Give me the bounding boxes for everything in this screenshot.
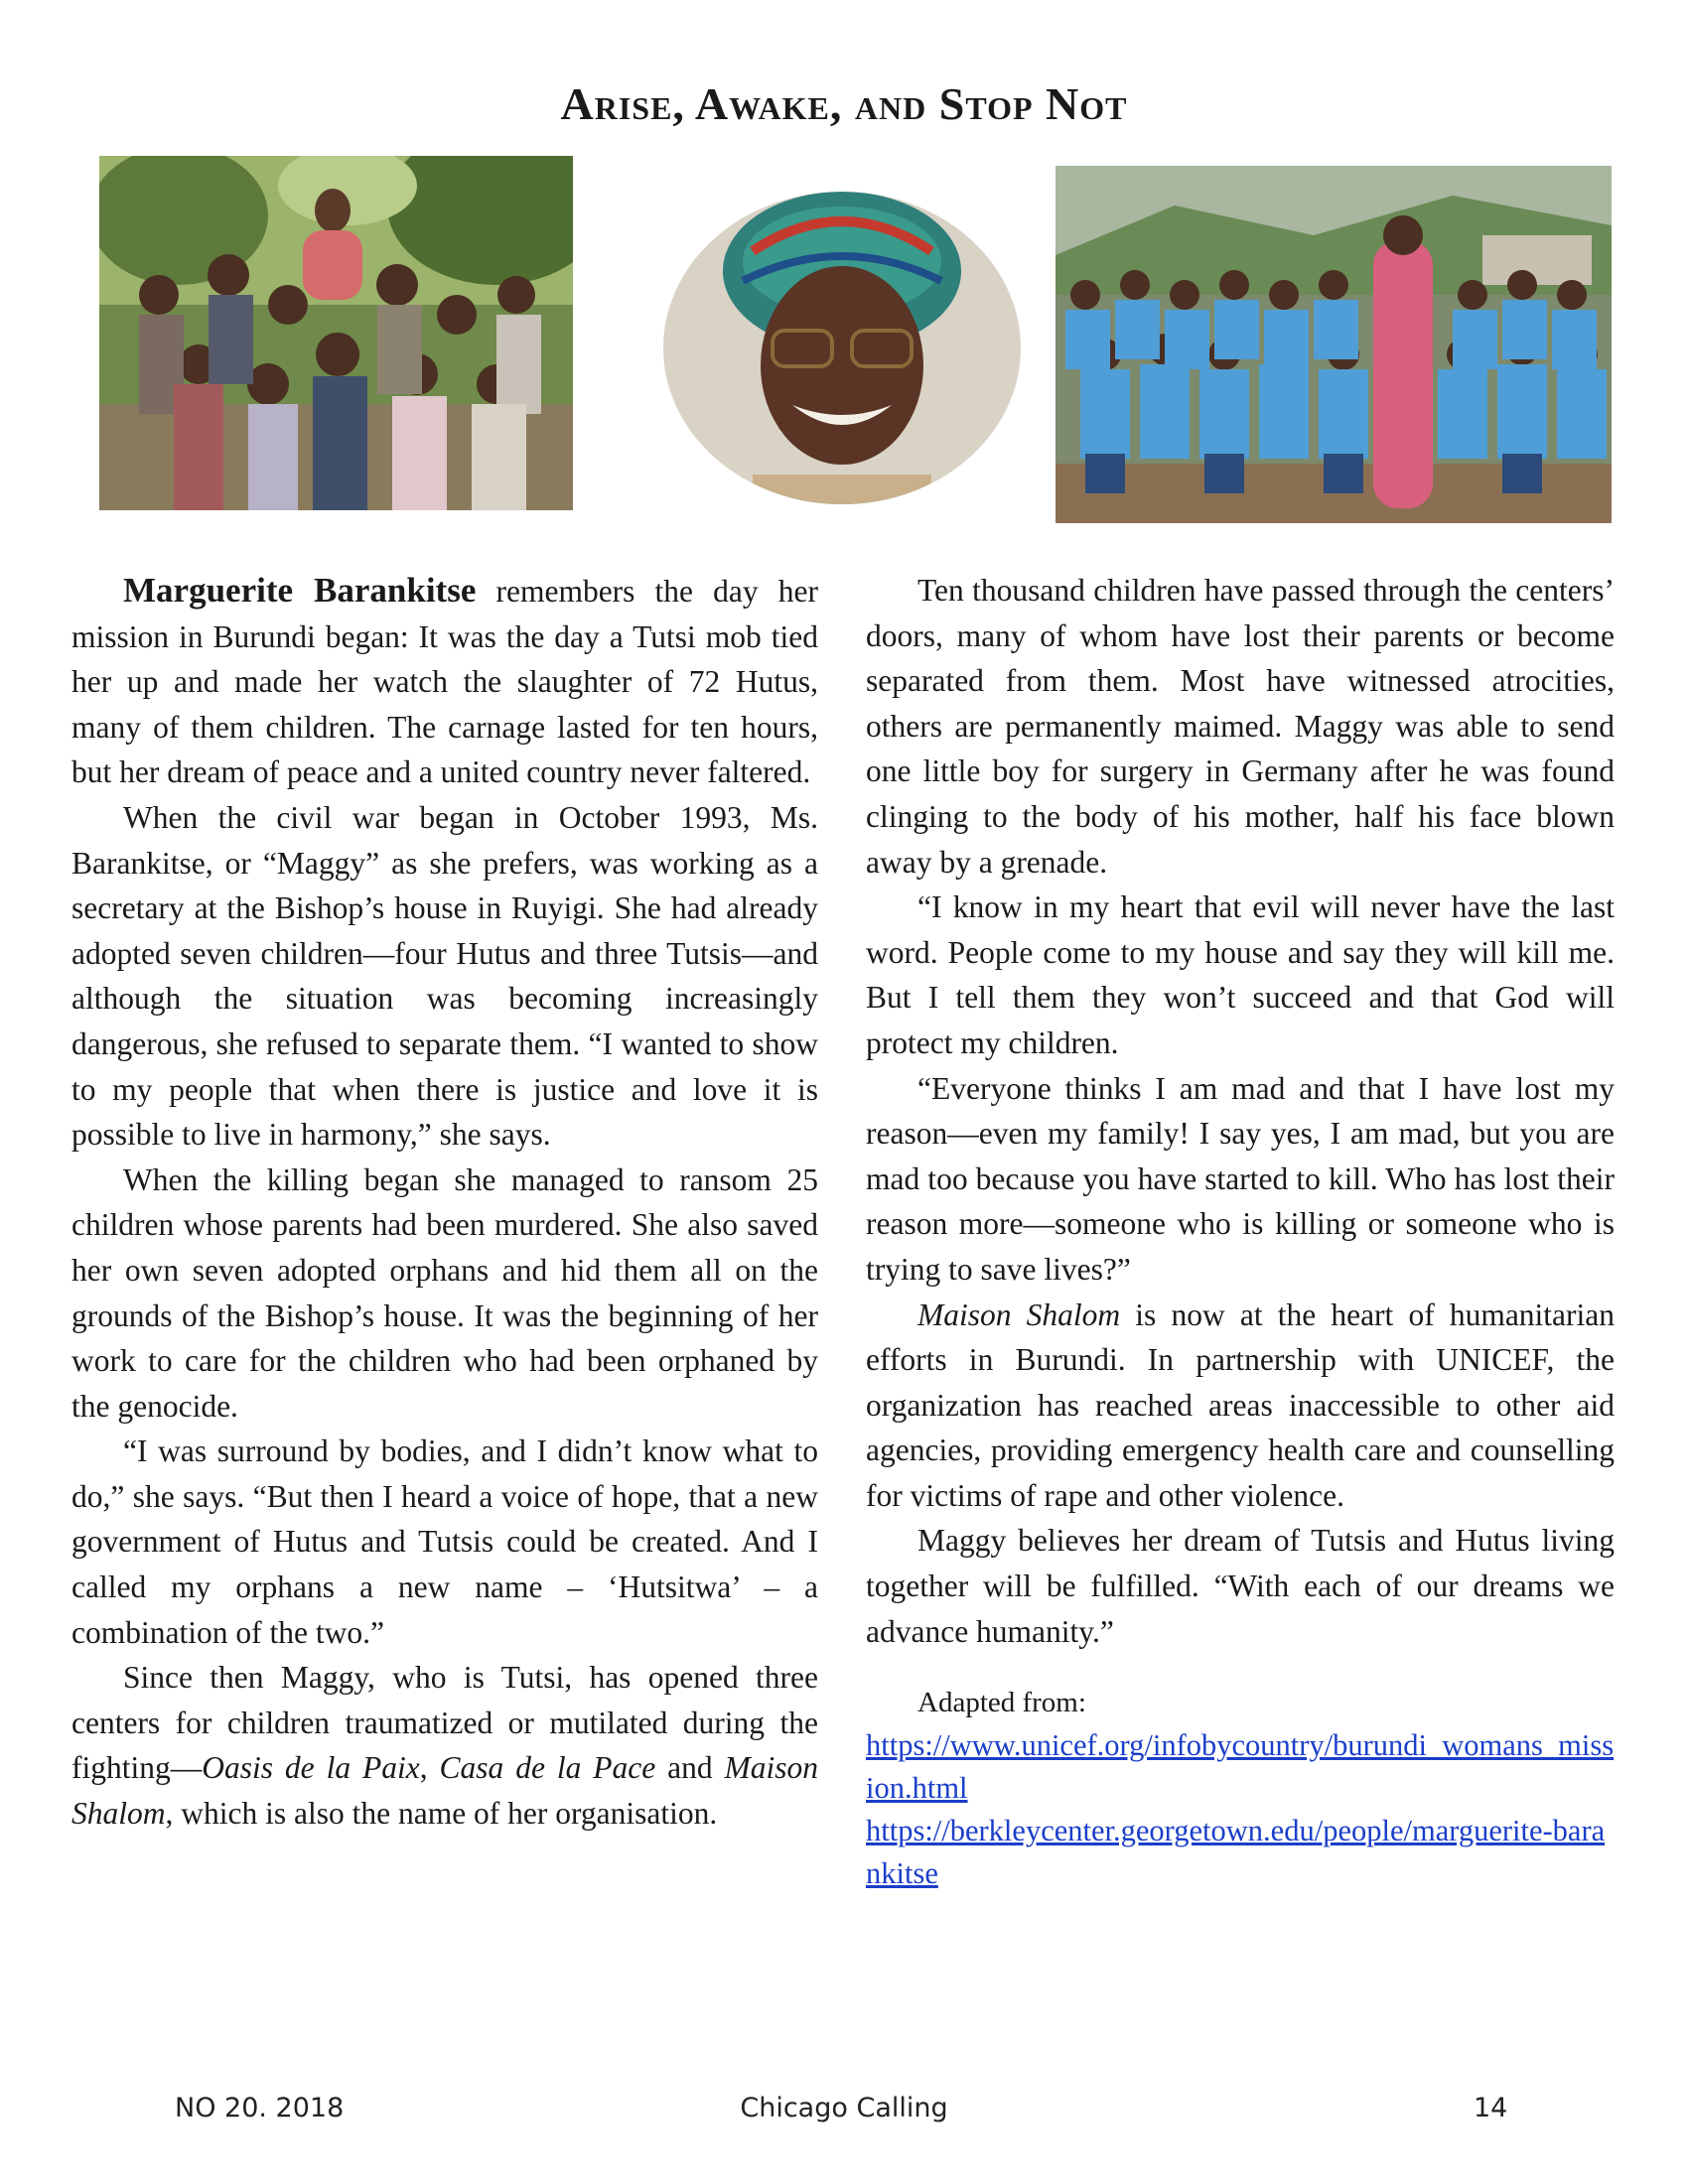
- left-paragraph-4: “I was surround by bodies, and I didn’t know what to do,” she says. “But then I heard a voice of hope, that a new government of Hutus and Tutsis could be created. And I called my orphans a new name – ‘Hutsitwa’ – a combination of the two.”: [71, 1433, 818, 1650]
- subject-name: Marguerite Barankitse: [123, 571, 477, 610]
- center-name-casa: Casa de la Pace: [439, 1750, 656, 1786]
- center-name-maison: Maison Shalom: [71, 1750, 819, 1832]
- conjunction: and: [655, 1750, 725, 1786]
- footer-publication: Chicago Calling: [740, 2093, 948, 2123]
- footer-issue: NO 20. 2018: [175, 2093, 345, 2123]
- left-paragraph-1: [71, 568, 818, 795]
- right-paragraph-3: “Everyone thinks I am mad and that I have lost my reason—even my family! I say yes, I am mad, but you are mad too because you have started to kill. Who has lost their reason more—someone who is killing or someone who is trying to save lives?”: [866, 1070, 1615, 1287]
- left-paragraph-5: [71, 1655, 818, 1836]
- right-column: [866, 568, 1615, 1895]
- left-paragraph-5-end: , which is also the name of her organisation.: [165, 1796, 718, 1832]
- left-paragraph-3: When the killing began she managed to ransom 25 children whose parents had been murdered. She also saved her own seven adopted orphans and hid them all on the grounds of the Bishop’s house. It was the beginning of her work to care for the children who had been orphaned by the genocide.: [71, 1161, 818, 1424]
- center-name-oasis: Oasis de la Paix: [202, 1750, 420, 1786]
- source-link-unicef[interactable]: https://www.unicef.org/infobycountry/burundi_womans_mission.html: [866, 1728, 1615, 1806]
- children-group-photo: [99, 156, 573, 510]
- right-paragraph-5: Maggy believes her dream of Tutsis and Hutus living together will be fulfilled. “With each of our dreams we advance humanity.”: [866, 1523, 1615, 1649]
- right-paragraph-2: “I know in my heart that evil will never have the last word. People come to my house and say they will kill me. But I tell them they won’t succeed and that God will protect my children.: [866, 889, 1615, 1060]
- left-paragraph-2: When the civil war began in October 1993, Ms. Barankitse, or “Maggy” as she prefers, was working as a secretary at the Bishop’s house in Ruyigi. She had already adopted seven children—four Hutus and three Tutsis—and although the situation was becoming increasingly dangerous, she refused to separate them. “I wanted to show to my people that when there is justice and love it is possible to live in harmony,” she says.: [71, 799, 818, 1153]
- sources: [866, 1682, 1615, 1895]
- right-paragraph-4: [866, 1293, 1615, 1519]
- left-paragraph-5-text: Since then Maggy, who is Tutsi, has opened three centers for children traumatized or mutilated during the fighting—: [71, 1660, 818, 1786]
- source-label: Adapted from:: [917, 1687, 1086, 1719]
- left-paragraph-1-text: remembers the day her mission in Burundi began: It was the day a Tutsi mob tied her up and made her watch the slaughter of 72 Hutus, many of them children. The carnage lasted for ten hours, but her dream of peace and a united country never faltered.: [71, 574, 818, 790]
- right-paragraph-1: Ten thousand children have passed through the centers’ doors, many of whom have lost their parents or become separated from them. Most have witnessed atrocities, others are permanently maimed. Maggy was able to send one little boy for surgery in Germany after he was found clinging to the body of his mother, half his face blown away by a grenade.: [866, 573, 1615, 880]
- schoolchildren-group-photo: [1055, 166, 1612, 523]
- portrait-photo-icon: [663, 192, 1021, 504]
- portrait-photo: [663, 192, 1021, 504]
- left-column: [71, 568, 818, 1837]
- source-link-berkley[interactable]: https://berkleycenter.georgetown.edu/people/marguerite-barankitse: [866, 1814, 1606, 1891]
- children-group-photo-icon: [99, 156, 573, 510]
- article-title: Arise, Awake, and Stop Not: [560, 78, 1128, 129]
- schoolchildren-group-photo-icon: [1055, 166, 1612, 523]
- organisation-name: Maison Shalom: [917, 1297, 1121, 1332]
- right-paragraph-4-text: is now at the heart of humanitarian efforts in Burundi. In partnership with UNICEF, the organization has reached areas inaccessible to other aid agencies, providing emergency health care and counselling for victims of rape and other violence.: [866, 1297, 1616, 1513]
- footer-page-number: 14: [1474, 2093, 1508, 2123]
- punctuation: ,: [419, 1750, 440, 1786]
